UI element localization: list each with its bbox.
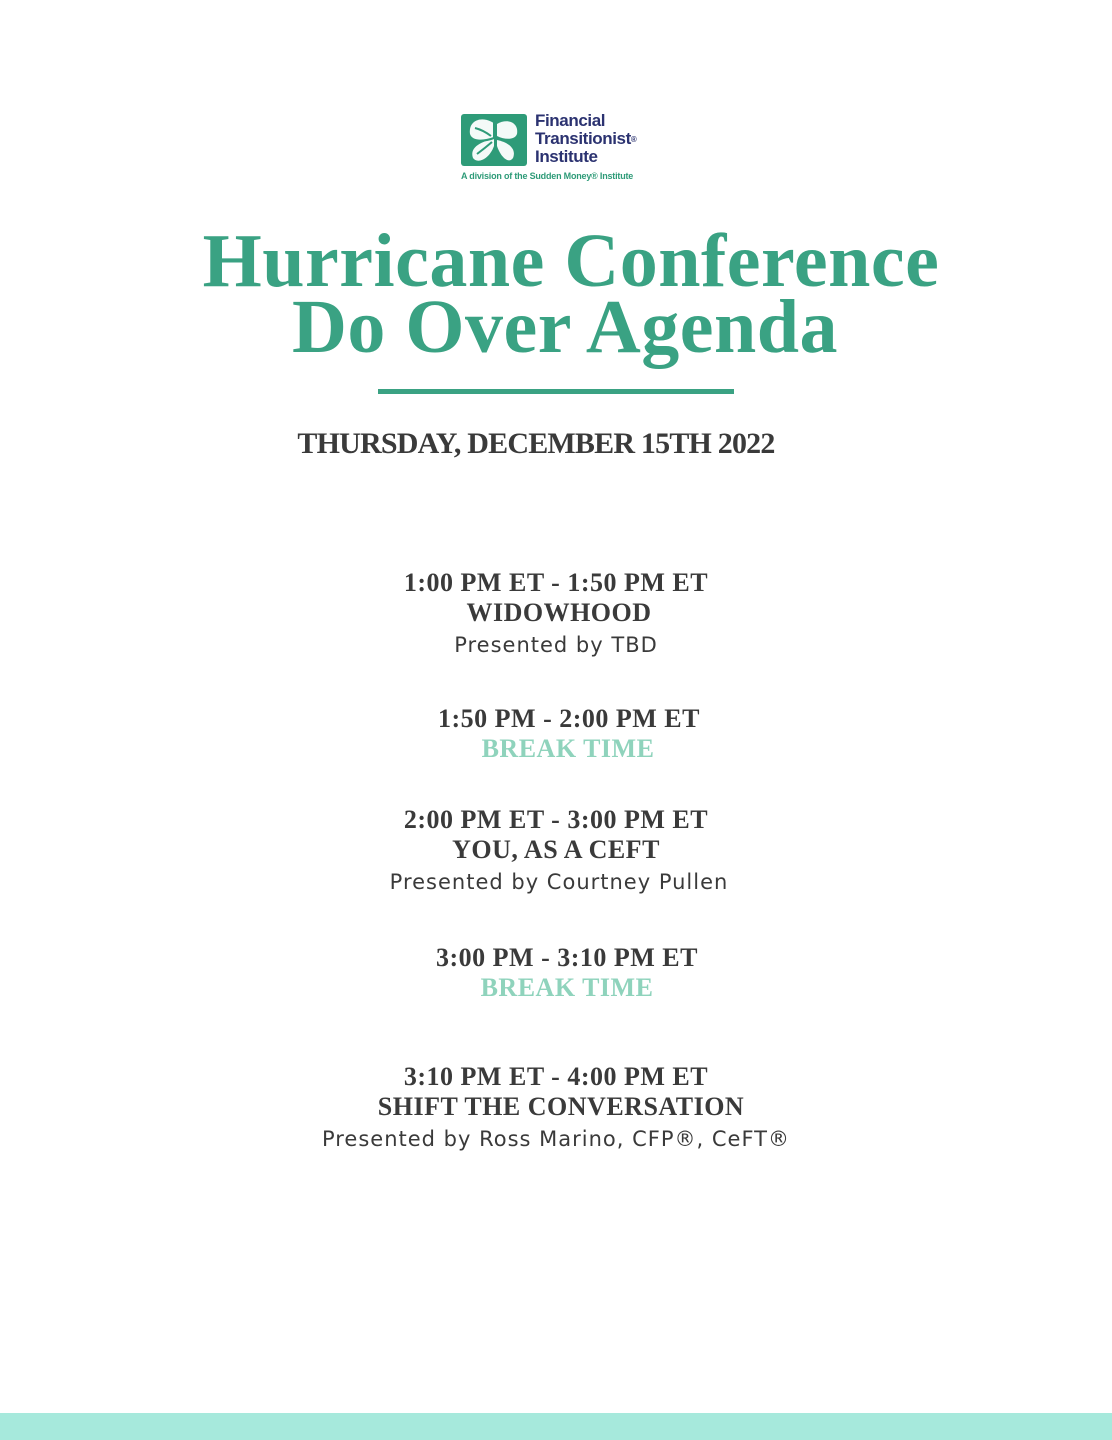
agenda-time: 2:00 PM ET - 3:00 PM ET — [403, 805, 709, 834]
agenda-item-break — [0, 704, 1112, 764]
institute-logo — [461, 112, 661, 186]
agenda-item — [0, 1062, 1112, 1155]
agenda-session: WIDOWHOOD — [466, 598, 652, 627]
title-line-2: Do Over Agenda — [291, 285, 839, 369]
event-date: THURSDAY, DECEMBER 15TH 2022 — [297, 427, 775, 460]
agenda-session: SHIFT THE CONVERSATION — [377, 1092, 745, 1121]
agenda-session-break: BREAK TIME — [480, 973, 654, 1002]
agenda-presenter: Presented by TBD — [454, 633, 658, 657]
agenda-time: 3:10 PM ET - 4:00 PM ET — [403, 1062, 709, 1091]
logo-line-2: Transitionist® — [535, 129, 637, 148]
agenda-time: 1:50 PM - 2:00 PM ET — [437, 704, 700, 733]
agenda-presenter: Presented by Courtney Pullen — [389, 870, 729, 894]
agenda-item — [0, 568, 1112, 661]
butterfly-logo-icon — [461, 114, 527, 166]
agenda-session: YOU, AS A CEFT — [452, 835, 660, 864]
logo-line-3: Institute — [535, 147, 598, 166]
logo-line-1: Financial — [535, 111, 606, 130]
title-line-1: Hurricane Conference — [202, 219, 940, 303]
agenda-presenter: Presented by Ross Marino, CFP®, CeFT® — [321, 1127, 791, 1151]
footer-bar — [0, 1413, 1112, 1440]
agenda-time: 1:00 PM ET - 1:50 PM ET — [403, 568, 709, 597]
title-divider — [378, 389, 734, 394]
agenda-session-break: BREAK TIME — [481, 734, 655, 763]
agenda-item-break — [0, 943, 1112, 1003]
agenda-item — [0, 805, 1112, 898]
logo-wordmark — [535, 112, 665, 166]
logo-tagline: A division of the Sudden Money® Institute — [461, 171, 634, 181]
page-title — [0, 219, 1112, 369]
agenda-time: 3:00 PM - 3:10 PM ET — [435, 943, 698, 972]
